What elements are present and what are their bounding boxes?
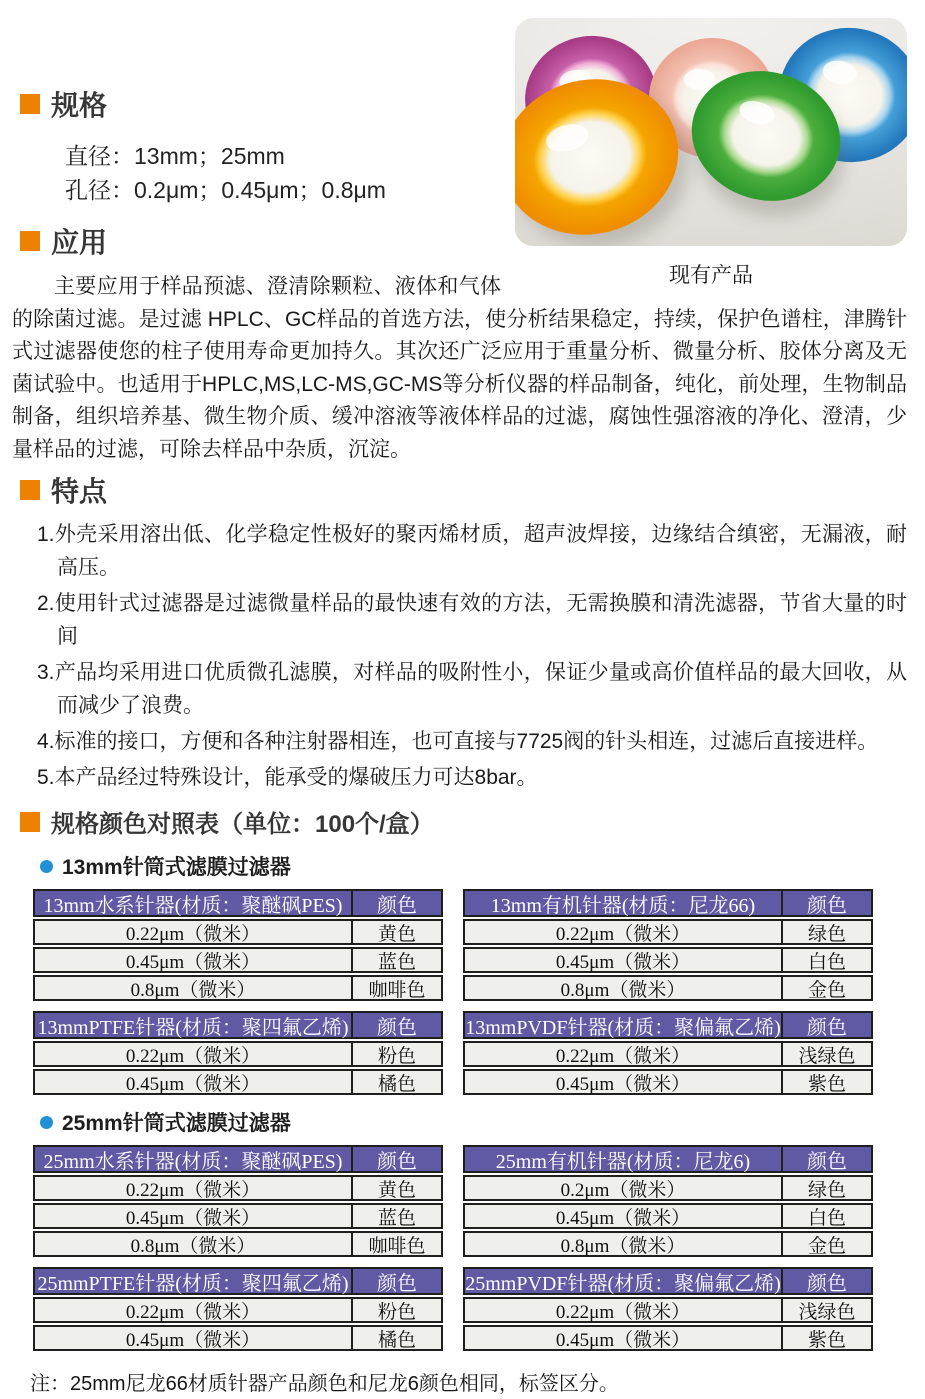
table-row (33, 1231, 443, 1257)
section-title-color-table-label: 规格颜色对照表（单位：100个/盒） (51, 811, 434, 838)
table-header-color: 颜色 (377, 1272, 417, 1295)
color-cell: 黄色 (377, 1179, 416, 1201)
color-cell: 白色 (807, 951, 846, 973)
table-header-color: 颜色 (807, 1016, 847, 1039)
table-header-color: 颜色 (807, 1272, 847, 1295)
table-header-material: 13mmPVDF针器(材质：聚偏氟乙烯) (465, 1013, 783, 1037)
table-header-material: 13mmPTFE针器(材质：聚四氟乙烯) (35, 1013, 353, 1037)
color-cell: 咖啡色 (368, 1235, 426, 1257)
table-row (463, 1325, 873, 1351)
table-header-color: 颜色 (377, 894, 417, 917)
table-header-material: 25mmPTFE针器(材质：聚四氟乙烯) (35, 1269, 353, 1293)
section-title-application-label: 应用 (51, 227, 108, 258)
pore-size-cell: 0.22μm（微米） (35, 921, 353, 943)
table-header-material: 25mm水系针器(材质：聚醚砜PES) (35, 1147, 353, 1171)
subsection-bullet-icon (40, 860, 53, 873)
subsection-title-label: 25mm针筒式滤膜过滤器 (62, 1112, 291, 1135)
spec-color-table (33, 1267, 443, 1351)
section-title-spec-label: 规格 (51, 90, 108, 121)
pore-size-cell: 0.22μm（微米） (35, 1177, 353, 1199)
color-cell: 金色 (807, 979, 846, 1001)
color-cell: 橘色 (377, 1073, 416, 1095)
color-cell: 白色 (807, 1207, 846, 1229)
tables-grid (33, 1145, 907, 1351)
section-title-application (20, 221, 501, 261)
table-row (463, 919, 873, 945)
section-title-features-label: 特点 (51, 476, 108, 507)
color-cell: 紫色 (807, 1073, 846, 1095)
features-list (12, 518, 907, 794)
color-cell: 咖啡色 (368, 979, 426, 1001)
color-cell: 浅绿色 (798, 1301, 856, 1323)
footnote: 注：25mm尼龙66材质针器产品颜色和尼龙6颜色相同，标签区分。 (30, 1373, 619, 1395)
table-header-color: 颜色 (807, 894, 847, 917)
application-paragraph: 主要应用于样品预滤、澄清除颗粒、液体和气体的除菌过滤。是过滤 HPLC、GC样品的首选方法，使分析结果稳定，持续，保护色谱柱，津腾针式过滤器使您的柱子使用寿命更加持久。其次还广泛应用于重量分析、微量分析、胶体分离及无菌试验中。也适用于HPLC,MS,LC-MS,GC-MS等分析仪器的样品制备，纯化，前处理，生物制品制备，组织培养基、微生物介质、缓冲溶液等液体样品的过滤，腐蚀性强溶液的净化、澄清，少量样品的过滤，可除去样品中杂质，沉淀。 (12, 275, 907, 461)
table-header-row (33, 1145, 443, 1173)
pore-size-cell: 0.45μm（微米） (465, 1327, 783, 1349)
color-table-groups (12, 851, 907, 1351)
subsection-bullet-icon (40, 1116, 53, 1129)
pore-size-cell: 0.45μm（微米） (465, 949, 783, 971)
pore-size-cell: 0.2μm（微米） (465, 1177, 783, 1199)
spec-color-table (463, 1267, 873, 1351)
spec-color-table (463, 889, 873, 1001)
pore-size-cell: 0.8μm（微米） (35, 977, 353, 999)
color-cell: 橘色 (377, 1329, 416, 1351)
table-row (33, 1069, 443, 1095)
pore-size-cell: 0.8μm（微米） (465, 977, 783, 999)
color-cell: 紫色 (807, 1329, 846, 1351)
color-cell: 浅绿色 (798, 1045, 856, 1067)
table-header-row (463, 1145, 873, 1173)
pore-size-cell: 0.22μm（微米） (35, 1043, 353, 1065)
table-header-row (33, 1267, 443, 1295)
color-cell: 粉色 (377, 1045, 416, 1067)
pore-size-cell: 0.22μm（微米） (465, 1299, 783, 1321)
section-title-features (20, 470, 907, 510)
pore-size-cell: 0.8μm（微米） (35, 1233, 353, 1255)
tables-grid (33, 889, 907, 1095)
spec-color-table (33, 889, 443, 1001)
color-cell: 黄色 (377, 923, 416, 945)
table-row (463, 1297, 873, 1323)
pore-size-cell: 0.22μm（微米） (35, 1299, 353, 1321)
table-row (33, 1325, 443, 1351)
section-title-color-table (20, 804, 907, 839)
pore-size-cell: 0.45μm（微米） (35, 1327, 353, 1349)
feature-item: 2.使用针式过滤器是过滤微量样品的最快速有效的方法，无需换膜和清洗滤器，节省大量的时间 (37, 592, 907, 648)
pore-size-cell: 0.45μm（微米） (465, 1071, 783, 1093)
product-photo (515, 18, 907, 246)
table-header-row (33, 1011, 443, 1039)
product-photo-block (515, 18, 907, 289)
table-header-material: 25mmPVDF针器(材质：聚偏氟乙烯) (465, 1269, 783, 1293)
table-row (463, 1231, 873, 1257)
table-row (463, 1041, 873, 1067)
pore-size-cell: 0.22μm（微米） (465, 1043, 783, 1065)
color-cell: 蓝色 (377, 951, 416, 973)
pore-size-cell: 0.45μm（微米） (35, 1205, 353, 1227)
table-row (463, 1203, 873, 1229)
feature-item: 1.外壳采用溶出低、化学稳定性极好的聚丙烯材质，超声波焊接，边缘结合缜密，无漏液，耐高压。 (37, 523, 907, 579)
table-row (33, 1203, 443, 1229)
table-header-material: 13mm水系针器(材质：聚醚砜PES) (35, 891, 353, 915)
feature-item: 3.产品均采用进口优质微孔滤膜，对样品的吸附性小，保证少量或高价值样品的最大回收，从而减少了浪费。 (37, 661, 907, 717)
table-header-material: 25mm有机针器(材质：尼龙6) (465, 1147, 783, 1171)
spec-color-table (33, 1011, 443, 1095)
photo-caption: 现有产品 (669, 264, 753, 287)
section-bullet-icon (20, 94, 40, 114)
subsection-title (40, 851, 907, 881)
table-row (33, 975, 443, 1001)
table-header-row (33, 889, 443, 917)
pore-size-cell: 0.45μm（微米） (35, 949, 353, 971)
pore-size-cell: 0.45μm（微米） (35, 1071, 353, 1093)
spec-color-table (33, 1145, 443, 1257)
section-title-spec (20, 84, 501, 124)
color-cell: 粉色 (377, 1301, 416, 1323)
section-bullet-icon (20, 480, 40, 500)
spec-line: 直径：13mm；25mm (65, 143, 285, 169)
table-header-color: 颜色 (377, 1150, 417, 1173)
table-row (33, 1041, 443, 1067)
table-header-row (463, 1267, 873, 1295)
table-row (463, 1069, 873, 1095)
feature-item: 5.本产品经过特殊设计，能承受的爆破压力可达8bar。 (37, 766, 538, 789)
table-row (33, 1175, 443, 1201)
pore-size-cell: 0.22μm（微米） (465, 921, 783, 943)
table-header-row (463, 889, 873, 917)
table-row (33, 919, 443, 945)
section-bullet-icon (20, 231, 40, 251)
color-cell: 绿色 (807, 923, 846, 945)
table-row (33, 1297, 443, 1323)
table-header-color: 颜色 (377, 1016, 417, 1039)
spec-color-table (463, 1011, 873, 1095)
table-header-material: 13mm有机针器(材质：尼龙66) (465, 891, 783, 915)
table-header-color: 颜色 (807, 1150, 847, 1173)
table-row (463, 975, 873, 1001)
pore-size-cell: 0.8μm（微米） (465, 1233, 783, 1255)
table-header-row (463, 1011, 873, 1039)
section-bullet-icon (20, 812, 40, 832)
color-cell: 金色 (807, 1235, 846, 1257)
pore-size-cell: 0.45μm（微米） (465, 1205, 783, 1227)
feature-item: 4.标准的接口，方便和各种注射器相连，也可直接与7725阀的针头相连，过滤后直接进样。 (37, 730, 879, 753)
spec-color-table (463, 1145, 873, 1257)
subsection-title-label: 13mm针筒式滤膜过滤器 (62, 856, 291, 879)
spec-line: 孔径：0.2μm；0.45μm；0.8μm (65, 177, 386, 203)
table-row (463, 947, 873, 973)
color-cell: 蓝色 (377, 1207, 416, 1229)
color-cell: 绿色 (807, 1179, 846, 1201)
table-row (463, 1175, 873, 1201)
subsection-title (40, 1107, 907, 1137)
table-row (33, 947, 443, 973)
